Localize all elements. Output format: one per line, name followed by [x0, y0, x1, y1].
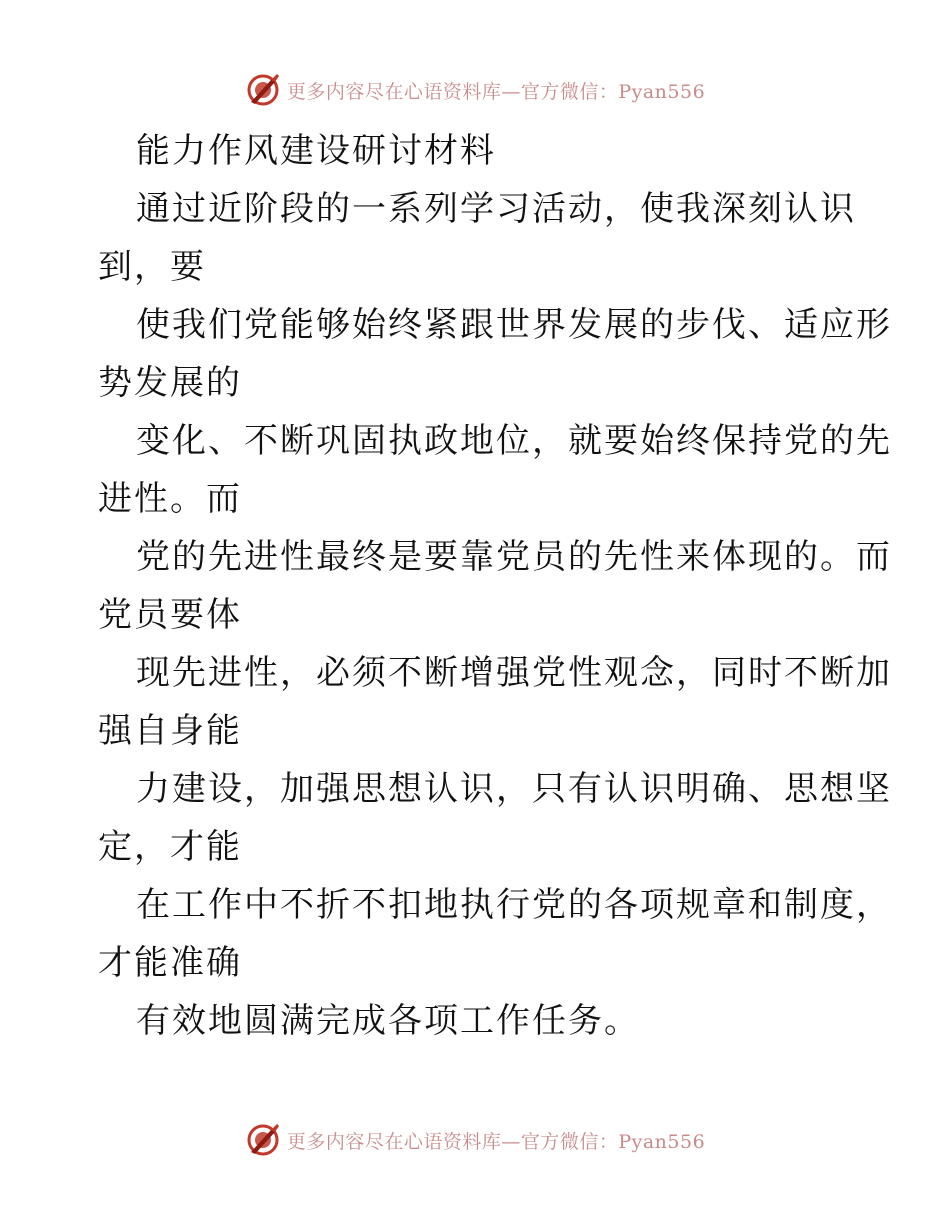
paragraph-line: 变化、不断巩固执政地位，就要始终保持党的先 [136, 421, 892, 461]
paragraph-line: 到，要 [98, 247, 206, 287]
paragraph-line: 党的先进性最终是要靠党员的先性来体现的。而 [136, 537, 892, 577]
footer-banner-text: 更多内容尽在心语资料库—官方微信：Pyan556 [286, 1130, 706, 1153]
paragraph-line: 使我们党能够始终紧跟世界发展的步伐、适应形 [136, 305, 892, 345]
paragraph-line: 党员要体 [98, 595, 242, 635]
paragraph-line: 现先进性，必须不断增强党性观念，同时不断加 [136, 653, 892, 693]
document-body [98, 122, 892, 1050]
paragraph-line: 进性。而 [98, 479, 242, 519]
paragraph-line: 强自身能 [98, 711, 242, 751]
paragraph-line: 通过近阶段的一系列学习活动，使我深刻认识 [136, 189, 856, 229]
quill-seal-icon [245, 72, 281, 108]
paragraph-line: 能力作风建设研讨材料 [136, 131, 496, 171]
header-banner [0, 70, 950, 110]
quill-seal-icon [245, 1122, 281, 1158]
paragraph-line: 定，才能 [98, 827, 242, 867]
header-banner-text: 更多内容尽在心语资料库—官方微信：Pyan556 [286, 80, 706, 103]
paragraph-line: 力建设，加强思想认识，只有认识明确、思想坚 [136, 769, 892, 809]
footer-banner [0, 1120, 950, 1160]
paragraph-line: 有效地圆满完成各项工作任务。 [136, 1001, 640, 1041]
paragraph-line: 势发展的 [98, 363, 242, 403]
paragraph-line: 在工作中不折不扣地执行党的各项规章和制度， [136, 885, 892, 925]
paragraph-line: 才能准确 [98, 943, 242, 983]
